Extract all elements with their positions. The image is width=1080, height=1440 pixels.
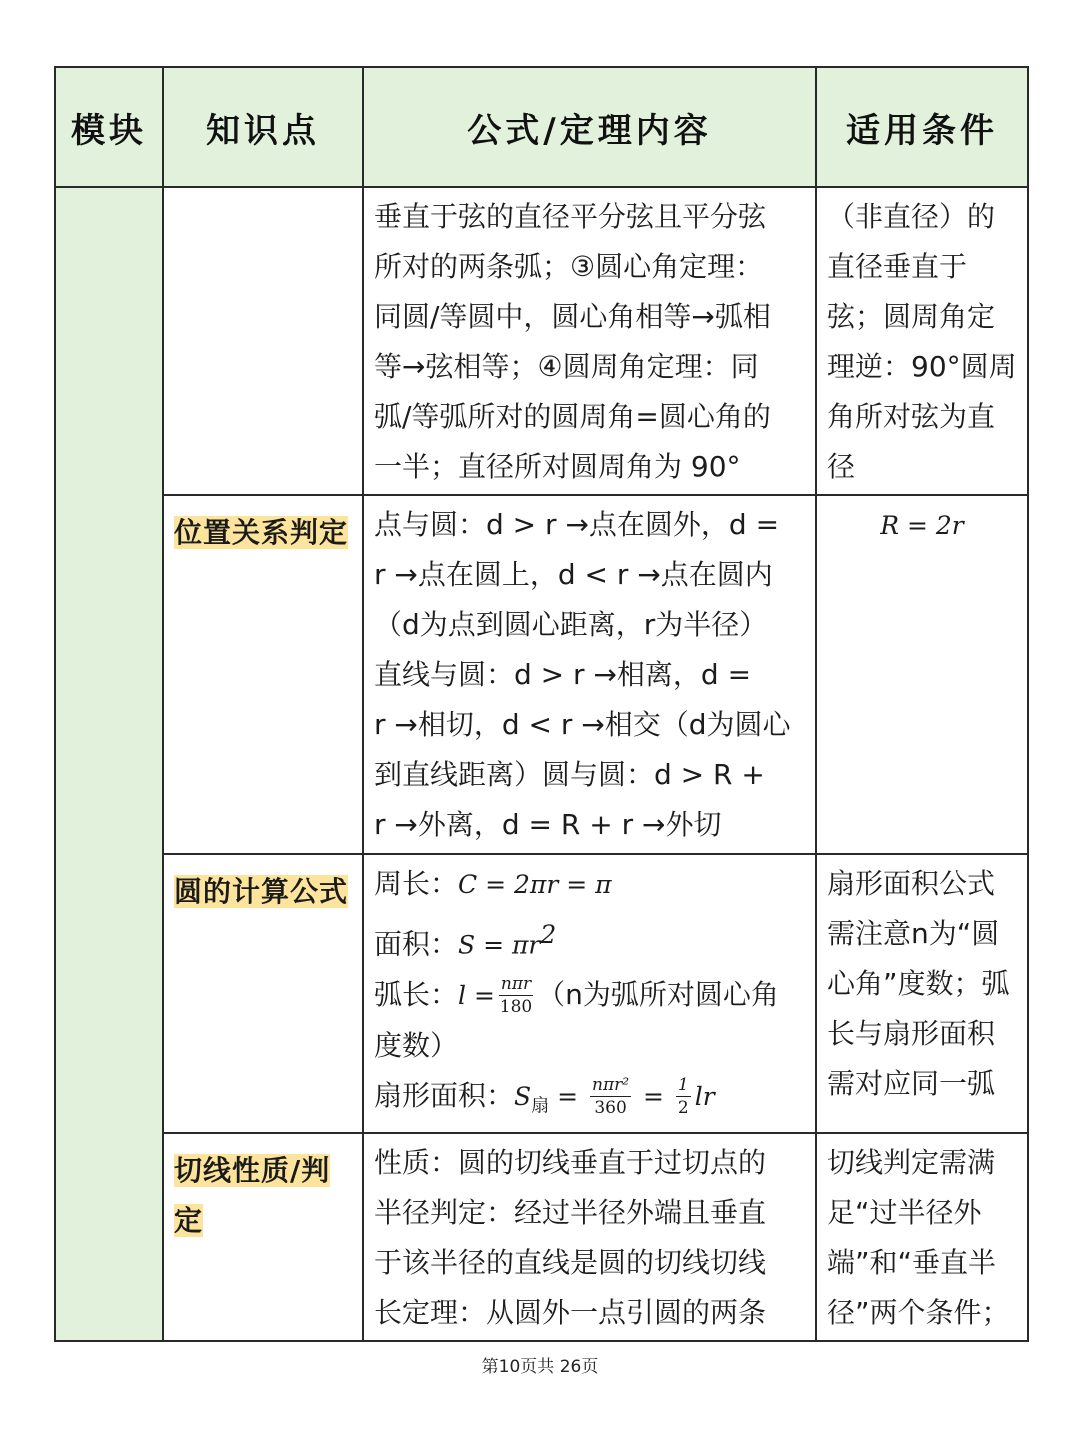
area-exponent: 2 xyxy=(540,920,557,949)
condition-line: 需对应同一弧 xyxy=(827,1067,996,1100)
condition-line: 径”两个条件； xyxy=(827,1295,1010,1329)
page-footer: 第10页共 26页 xyxy=(481,1357,599,1377)
condition-cell xyxy=(816,187,1028,495)
content-line: （d为点到圆心距离，r为半径） xyxy=(374,608,768,641)
condition-line: 端”和“垂直半 xyxy=(827,1245,997,1279)
arc-lhs: l = xyxy=(458,981,495,1011)
area-formula: S = πr xyxy=(458,930,541,960)
sector-line: 扇形面积：$S_扇$ = $\frac{\text{nπr²}}{360}$ = $\frac{1}{2}$ lr xyxy=(374,1075,715,1119)
condition-line: 径 xyxy=(827,450,856,483)
content-cell xyxy=(363,854,816,1133)
condition-cell xyxy=(816,495,1028,854)
condition-line: （非直径）的 xyxy=(827,200,996,233)
condition-line: 直径垂直于 xyxy=(827,250,968,283)
content-line: 半径判定：经过半径外端且垂直 xyxy=(374,1195,767,1229)
content-line: 到直线距离）圆与圆：d > R + xyxy=(374,758,765,791)
arc-note-line: 度数） xyxy=(374,1029,459,1063)
content-line: 一半；直径所对圆周角为 90° xyxy=(374,450,741,483)
half-fraction xyxy=(676,1077,691,1117)
condition-line: 切线判定需满 xyxy=(827,1145,996,1179)
knowledge-point-label: 圆的计算公式 xyxy=(174,875,349,908)
arc-denominator: 180 xyxy=(499,997,533,1018)
condition-cell xyxy=(816,1133,1028,1341)
knowledge-point-label: 位置关系判定 xyxy=(174,516,349,549)
sector-label: 扇形面积： xyxy=(374,1079,515,1113)
table-row xyxy=(55,187,1028,495)
knowledge-point-cell xyxy=(163,1133,363,1341)
content-cell xyxy=(363,495,816,854)
area-line xyxy=(374,910,805,970)
content-line: 点与圆：d > r →点在圆外，d = xyxy=(374,508,780,541)
content-line: 垂直于弦的直径平分弦且平分弦 xyxy=(374,200,767,233)
content-line: 所对的两条弧；③圆心角定理： xyxy=(374,250,764,283)
content-line: 性质：圆的切线垂直于过切点的 xyxy=(374,1145,767,1179)
condition-line: 足“过半径外 xyxy=(827,1195,982,1229)
header-module: 模块 xyxy=(55,67,163,187)
sector-fraction xyxy=(590,1077,631,1117)
header-conditions: 适用条件 xyxy=(816,67,1028,187)
content-line: r →相切，d < r →相交（d为圆心 xyxy=(374,708,791,741)
perimeter-formula: C = 2πr = π xyxy=(458,870,612,899)
sector-tail: lr xyxy=(694,1082,715,1112)
arc-numerator: nπr xyxy=(500,974,532,995)
condition-line: 扇形面积公式 xyxy=(827,867,996,900)
sector-numerator: nπr² xyxy=(592,1075,630,1096)
condition-line: 需注意n为“圆 xyxy=(827,917,1000,950)
arc-fraction xyxy=(499,976,533,1016)
content-cell xyxy=(363,1133,816,1341)
condition-line: 长与扇形面积 xyxy=(827,1017,996,1050)
sector-subscript: 扇 xyxy=(531,1095,550,1117)
table-row xyxy=(55,854,1028,1133)
condition-line: 理逆：90°圆周 xyxy=(827,350,1017,383)
arc-label: 弧长： xyxy=(374,978,459,1012)
module-cell xyxy=(55,187,163,1341)
content-cell xyxy=(363,187,816,495)
half-numerator: 1 xyxy=(677,1075,689,1096)
header-knowledge-point: 知识点 xyxy=(163,67,363,187)
knowledge-point-label: 切线性质/判定 xyxy=(174,1153,331,1237)
header-row xyxy=(55,67,1028,187)
table-row xyxy=(55,1133,1028,1341)
perimeter-label: 周长： xyxy=(374,867,459,900)
content-line: 弧/等弧所对的圆周角=圆心角的 xyxy=(374,400,771,433)
area-label: 面积： xyxy=(374,927,459,961)
content-line: 长定理：从圆外一点引圆的两条 xyxy=(374,1295,767,1329)
half-denominator: 2 xyxy=(677,1098,689,1119)
table-row xyxy=(55,495,1028,854)
perimeter-line xyxy=(374,859,805,910)
content-line: 于该半径的直线是圆的切线切线 xyxy=(374,1245,767,1279)
knowledge-point-cell xyxy=(163,187,363,495)
condition-line: 角所对弦为直 xyxy=(827,400,996,433)
knowledge-table xyxy=(54,66,1029,1342)
condition-cell xyxy=(816,854,1028,1133)
arc-line xyxy=(374,970,805,1021)
sector-symbol: S xyxy=(514,1082,532,1112)
content-line: 同圆/等圆中，圆心角相等→弧相 xyxy=(374,300,771,333)
content-line: r →点在圆上，d < r →点在圆内 xyxy=(374,558,773,591)
condition-formula: R = 2r xyxy=(880,511,964,540)
knowledge-point-cell xyxy=(163,854,363,1133)
condition-line: 弦；圆周角定 xyxy=(827,300,996,333)
content-line: 直线与圆：d > r →相离，d = xyxy=(374,658,752,691)
content-line: 等→弦相等；④圆周角定理：同 xyxy=(374,350,759,383)
content-line: r →外离，d = R + r →外切 xyxy=(374,808,722,841)
condition-line: 心角”度数；弧 xyxy=(827,967,1010,1000)
arc-note: （n为弧所对圆心角 xyxy=(537,978,779,1012)
knowledge-point-cell xyxy=(163,495,363,854)
sector-denominator: 360 xyxy=(594,1098,627,1119)
header-formula-content: 公式/定理内容 xyxy=(363,67,816,187)
